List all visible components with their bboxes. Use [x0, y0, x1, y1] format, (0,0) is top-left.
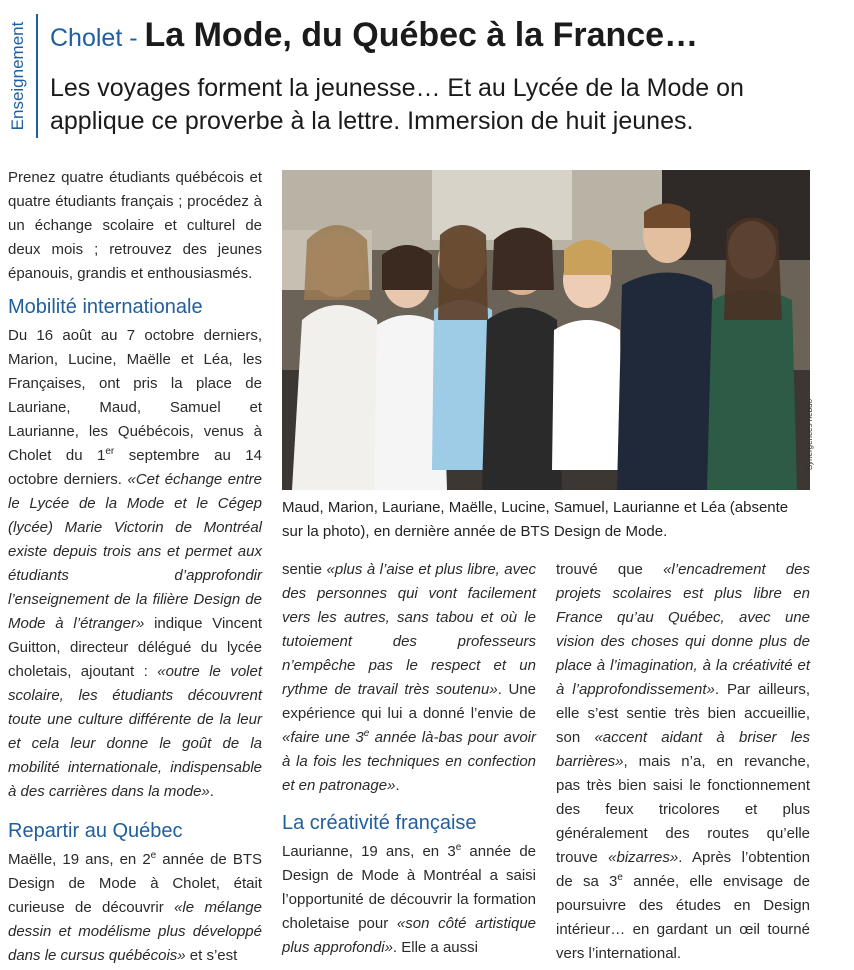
headline-title: La Mode, du Québec à la France… — [144, 16, 699, 54]
article-column-1 — [8, 166, 262, 968]
quote-accent: «accent aidant à briser les barrières» — [556, 729, 810, 770]
section-divider — [36, 14, 38, 138]
article-photo — [282, 170, 810, 490]
headline — [50, 18, 698, 52]
group-photo-illustration — [282, 170, 810, 490]
article-column-3 — [556, 558, 810, 966]
quote-plus-a-laise: «plus à l’aise et plus libre, avec des personnes qui vont facilement vers les autres, sans tabou et où le tutoiement des professeurs n’empêche pas le respect et un rythme de travail très soutenu» — [282, 561, 536, 698]
paragraph-repartir: Maëlle, 19 ans, en 2e année de BTS Design de Mode à Cholet, était curieuse de découvrir «le mélange dessin et modélisme plus développé dans le cursus québécois» et s’est — [8, 850, 262, 964]
section-tag — [4, 14, 32, 138]
subheading-mobilite: Mobilité internationale — [8, 296, 203, 318]
quote-outre-le-volet: «outre le volet scolaire, les étudiants découvrent toute une culture différente de la leur et cela leur donne le goût de la mobilité internationale, indispensable à des carrières dans la mode» — [8, 663, 262, 800]
subheading-repartir: Repartir au Québec — [8, 820, 183, 842]
paragraph-creativite: Laurianne, 19 ans, en 3e année de Design de Mode à Montréal a saisi l’opportunité de découvrir la formation choletaise pour «son côté artistique plus approfondi». Elle a aussi — [282, 842, 537, 956]
paragraph-mobilite: Du 16 août au 7 octobre derniers, Marion, Lucine, Maëlle et Léa, les Françaises, ont pris la place de Lauriane, Maud, Samuel et Laurianne, les Québécois, venus à Cholet du 1er septembre au 14 octobre derniers. «Cet échange entre le Lycée de la Mode et le Cégep (lycée) Marie Victorin de Montréal existe depuis trois ans et permet aux étudiants d’approfondir l’enseignement de la filière Design de Mode à l’étranger» indique Vincent Guitton, directeur délégué du lycée choletais, ajoutant : «outre le volet scolaire, les étudiants découvrent toute une culture différente de la leur et cela leur donne le goût de la mobilité internationale, indispensable à des carrières dans la mode». — [8, 327, 262, 800]
paragraph-trouve: trouvé que «l’encadrement des projets scolaires est plus libre en France qu’au Québec, avec une vision des choses qui donne plus de place à l’imagination, à la créativité et à l’approfondissement». Par ailleurs, elle s’est sentie très bien accueillie, son «accent aidant à briser les barrières», mais n’a, en revanche, pas très bien saisi le fonctionnement des feux tricolores et plus généralement des routes qu’elle trouve «bizarres». Après l’obtention de sa 3e année, elle envisage de poursuivre des études en Design intérieur… en gardant un œil tourné vers l’international. — [556, 561, 810, 962]
quote-faire-une-3e: «faire une 3e année là-bas pour avoir à la fois les techniques en confection et en patronage» — [282, 728, 536, 794]
quote-lencadrement: «l’encadrement des projets scolaires est plus libre en France qu’au Québec, avec une vision des choses qui donne plus de place à l’imagination, à la créativité et à l’approfondissement» — [556, 561, 810, 698]
quote-bizarres: «bizarres» — [608, 849, 679, 866]
headline-location: Cholet - — [50, 24, 145, 52]
photo-caption: Maud, Marion, Lauriane, Maëlle, Lucine, Samuel, Laurianne et Léa (absente sur la photo), en dernière année de BTS Design de Mode. — [282, 499, 789, 540]
paragraph-sentie: sentie «plus à l’aise et plus libre, avec des personnes qui vont facilement vers les autres, sans tabou et où le tutoiement des professeurs n’empêche pas le respect et un rythme de travail très soutenu». Une expérience qui lui a donné l’envie de «faire une 3e année là-bas pour avoir à la fois les techniques en confection et en patronage». — [282, 561, 536, 794]
quote-cet-echange: «Cet échange entre le Lycée de la Mode et le Cégep (lycée) Marie Victorin de Montréal existe depuis trois ans et permet aux étudiants d’approfondir l’enseignement de la filière Design de Mode à l’étranger» — [8, 471, 262, 632]
subheading-creativite: La créativité française — [282, 812, 477, 834]
standfirst: Les voyages forment la jeunesse… Et au Lycée de la Mode on applique ce proverbe à la lettre. Immersion de huit jeunes. — [50, 74, 744, 135]
photo-credit: Synergences hebdo — [805, 398, 814, 470]
quote-son-cote: «son côté artistique plus approfondi» — [282, 915, 537, 956]
intro-paragraph: Prenez quatre étudiants québécois et quatre étudiants français ; procédez à un échange scolaire et culturel de deux mois ; retrouvez des jeunes épanouis, grandis et enthousiasmés. — [8, 169, 262, 282]
section-label: Enseignement — [8, 21, 27, 131]
quote-le-melange: «le mélange dessin et modélisme plus développé dans le cursus québécois» — [8, 899, 262, 964]
article-column-2 — [282, 558, 536, 960]
